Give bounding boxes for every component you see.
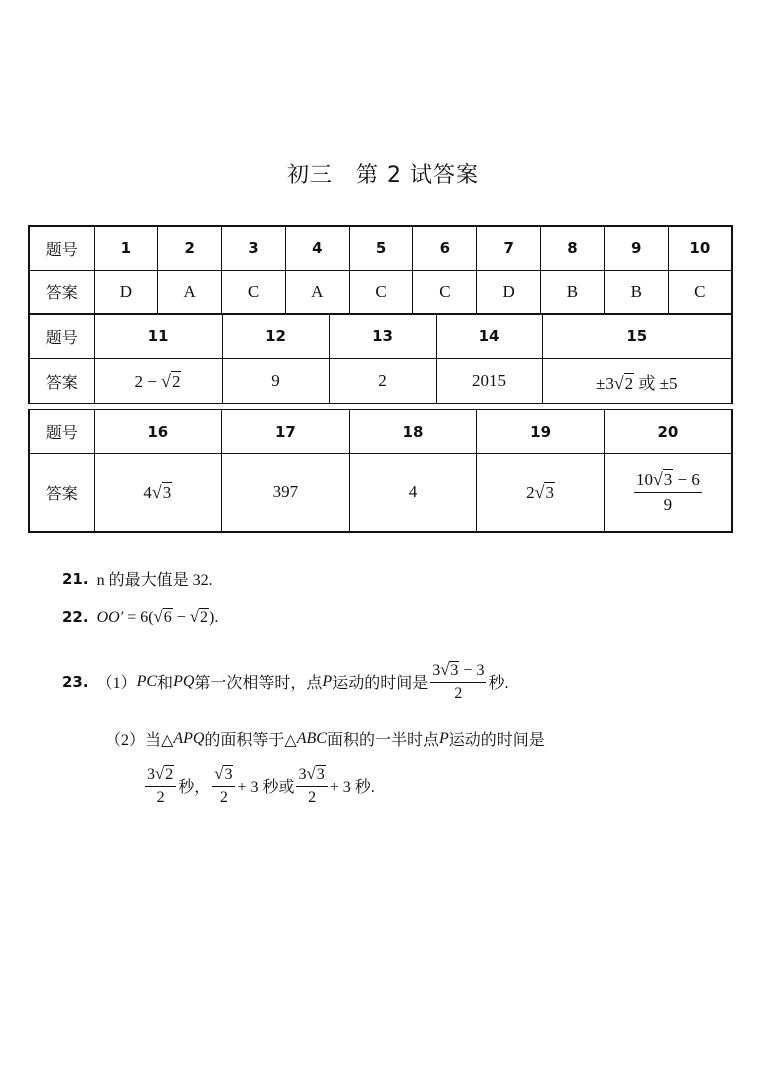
- answer-table-11-15: [28, 313, 733, 404]
- fraction: $\frac{3√2}{2}$: [145, 764, 176, 807]
- question-number: 12: [222, 314, 329, 359]
- question-number: 1: [94, 226, 158, 270]
- table-row: [29, 359, 732, 404]
- answer-cell-11: 2 − √2: [94, 359, 222, 404]
- answer-23-part-1: 23. （1） PC 和 PQ 第一次相等时，点 P 运动的时间是 $\frac{3√3 - 3}{2}$ 秒.: [62, 660, 509, 702]
- question-number: 2: [158, 226, 222, 270]
- answer-text: n 的最大值是 32.: [96, 572, 213, 589]
- table-row: [29, 270, 732, 314]
- answer-cell: D: [94, 270, 158, 314]
- answer-label: 答案: [29, 359, 94, 404]
- answer-23-part-2-values: $\frac{3√2}{2}$ 秒， $\frac{√3}{2}$ + 3 秒或 $\frac{3√3}{2}$ + 3 秒.: [147, 764, 375, 806]
- answer-cell: B: [541, 270, 605, 314]
- problem-number: 21.: [62, 569, 89, 588]
- question-number: 20: [604, 410, 732, 454]
- answer-22: [62, 607, 218, 627]
- question-number: 6: [413, 226, 477, 270]
- table-row: [29, 314, 732, 359]
- answer-label: 答案: [29, 454, 94, 532]
- question-number: 16: [94, 410, 222, 454]
- answer-cell: C: [668, 270, 732, 314]
- answer-cell-16: 4√3: [94, 454, 222, 532]
- table-row: [29, 410, 732, 454]
- answer-cell-13: 2: [329, 359, 436, 404]
- question-label: 题号: [29, 410, 94, 454]
- answer-23-part-2: （2）当△ APQ 的面积等于△ ABC 面积的一半时点 P 运动的时间是: [105, 729, 545, 749]
- answer-label: 答案: [29, 270, 94, 314]
- fraction: $\frac{√3}{2}$: [212, 764, 235, 807]
- problem-number: 23.: [62, 672, 89, 691]
- answer-cell: C: [413, 270, 477, 314]
- answer-cell: C: [222, 270, 286, 314]
- fraction: $\frac{3√3}{2}$: [296, 764, 327, 807]
- answer-21: [62, 567, 213, 590]
- question-number: 7: [477, 226, 541, 270]
- answer-cell: A: [158, 270, 222, 314]
- answer-formula: OO′ = 6(√6 − √2).: [96, 607, 219, 626]
- fraction: $\frac{3√3 - 3}{2}$: [432, 660, 485, 702]
- answer-cell-19: 2√3: [477, 454, 605, 532]
- answer-cell: C: [349, 270, 413, 314]
- question-label: 题号: [29, 226, 94, 270]
- answer-cell-14: 2015: [436, 359, 542, 404]
- answer-cell: B: [604, 270, 668, 314]
- question-number: 15: [542, 314, 732, 359]
- question-number: 3: [222, 226, 286, 270]
- answer-cell-12: 9: [222, 359, 329, 404]
- question-number: 13: [329, 314, 436, 359]
- answer-cell: D: [477, 270, 541, 314]
- table-row: [29, 454, 732, 532]
- question-label: 题号: [29, 314, 94, 359]
- question-number: 18: [349, 410, 477, 454]
- answer-table-1-10: [28, 225, 733, 315]
- page-title: 初三 第 2 试答案: [287, 163, 479, 188]
- answer-table-16-20: [28, 409, 733, 533]
- question-number: 9: [604, 226, 668, 270]
- question-number: 14: [436, 314, 542, 359]
- answer-cell-18: 4: [349, 454, 477, 532]
- question-number: 4: [285, 226, 349, 270]
- question-number: 11: [94, 314, 222, 359]
- question-number: 8: [541, 226, 605, 270]
- problem-number: 22.: [62, 608, 89, 626]
- question-number: 17: [222, 410, 350, 454]
- answer-cell-15: ±3√2 或 ±5: [542, 359, 732, 404]
- question-number: 5: [349, 226, 413, 270]
- fraction: $\frac{10√3 - 6}{9}$: [635, 469, 700, 515]
- answer-cell-17: 397: [222, 454, 350, 532]
- answer-cell-20: [604, 454, 732, 532]
- question-number: 10: [668, 226, 732, 270]
- answer-cell: A: [285, 270, 349, 314]
- question-number: 19: [477, 410, 605, 454]
- table-row: [29, 226, 732, 270]
